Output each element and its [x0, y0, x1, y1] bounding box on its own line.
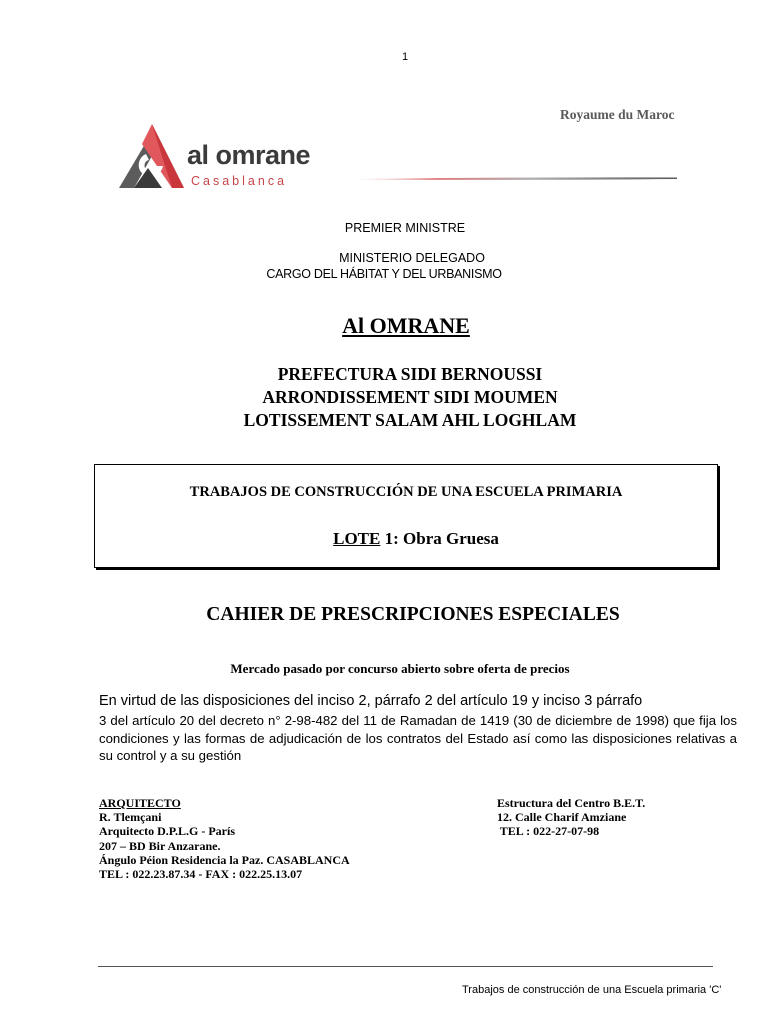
architect-address-2: Ángulo Péion Residencia la Paz. CASABLANCA — [99, 852, 350, 867]
lot-number: 1 — [380, 529, 394, 548]
footer-rule — [98, 966, 713, 967]
lot-line — [94, 529, 738, 549]
footer-text: Trabajos de construcción de una Escuela primaria 'C' — [462, 984, 722, 996]
bet-block — [497, 796, 645, 839]
header-rule — [355, 176, 677, 181]
ministry-line-2: MINISTERIO DELEGADO — [339, 251, 485, 265]
architect-block — [99, 796, 350, 881]
logo-brand-text: al omrane — [187, 140, 311, 170]
location-lotissement: LOTISSEMENT SALAM AHL LOGHLAM — [243, 410, 577, 430]
lot-label: LOTE — [333, 529, 381, 548]
cahier-title: CAHIER DE PRESCRIPCIONES ESPECIALES — [206, 604, 620, 625]
organization-title: Al OMRANE — [342, 313, 470, 338]
architect-title: Arquitecto D.P.L.G - París — [99, 824, 235, 839]
market-subtitle: Mercado pasado por concurso abierto sobre oferta de precios — [230, 661, 570, 676]
ministry-line-3: CARGO DEL HÁBITAT Y DEL URBANISMO — [266, 267, 502, 281]
page-number: 1 — [401, 51, 409, 63]
location-arrondissement: ARRONDISSEMENT SIDI MOUMEN — [262, 387, 558, 407]
kingdom-label: Royaume du Maroc — [560, 107, 675, 122]
location-prefecture: PREFECTURA SIDI BERNOUSSI — [277, 364, 543, 384]
works-box — [94, 464, 718, 568]
architect-address-1: 207 – BD Bir Anzarane. — [99, 838, 221, 853]
legal-paragraph-first-line: En virtud de las disposiciones del inciso 2, párrafo 2 del artículo 19 y inciso 3 párrafo — [99, 693, 643, 709]
architect-phone: TEL : 022.23.87.34 - FAX : 022.25.13.07 — [99, 867, 303, 882]
bet-heading: Estructura del Centro B.E.T. — [497, 796, 646, 810]
architect-name: R. Tlemçani — [99, 810, 162, 825]
legal-paragraph-rest: 3 del artículo 20 del decreto n° 2-98-482 del 11 de Ramadan de 1419 (30 de diciembre de 1998) que fija los condiciones y las formas de adjudicación de los contratos del Estado así como las disposiciones relativas a su control y a su gestión — [99, 713, 737, 763]
works-title: TRABAJOS DE CONSTRUCCIÓN DE UNA ESCUELA PRIMARIA — [189, 484, 623, 500]
logo-city-text: Casablanca — [191, 174, 288, 188]
lot-description: : Obra Gruesa — [393, 529, 499, 548]
architect-heading: ARQUITECTO — [99, 796, 181, 810]
bet-address: 12. Calle Charif Amziane — [497, 810, 627, 825]
bet-phone: TEL : 022-27-07-98 — [497, 824, 600, 839]
ministry-line-1: PREMIER MINISTRE — [344, 221, 466, 235]
